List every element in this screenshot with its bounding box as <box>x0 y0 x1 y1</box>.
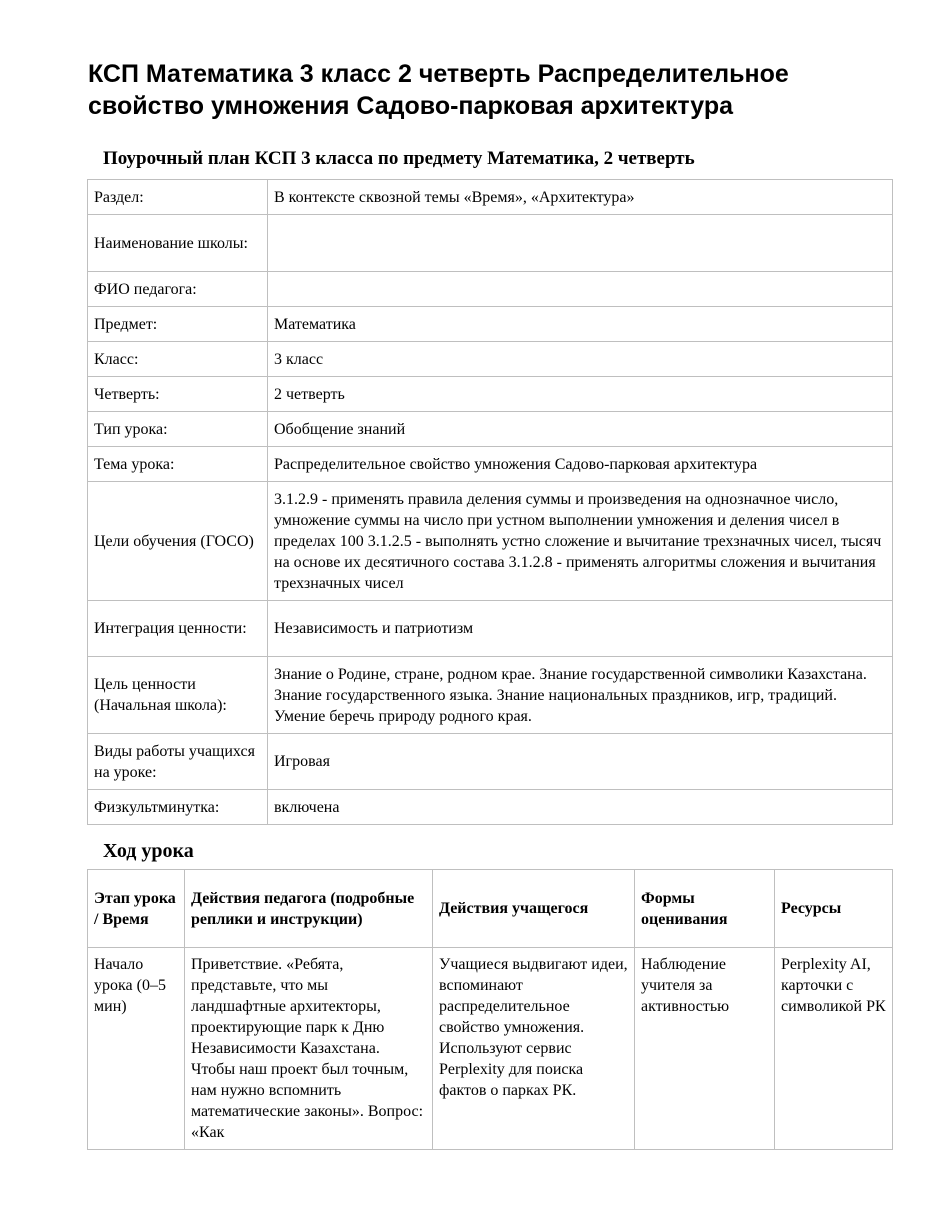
table-row <box>88 790 893 825</box>
column-header: Этап урока / Время <box>88 870 185 948</box>
stage-cell: Начало урока (0–5 мин) <box>88 948 185 1150</box>
table-row <box>88 180 893 215</box>
lesson-info-table <box>87 179 893 825</box>
row-value: Знание о Родине, стране, родном крае. Знание государственной символики Казахстана. Знание государственного языка. Знание национальных праздников, игр, традиций. Умение беречь природу родного края. <box>268 657 893 734</box>
table-row <box>88 734 893 790</box>
teacher-actions-cell: Приветствие. «Ребята, представьте, что мы ландшафтные архитекторы, проектирующие парк к Дню Независимости Казахстана. Чтобы наш проект был точным, нам нужно вспомнить математические законы». Вопрос: «Как <box>185 948 433 1150</box>
table-row <box>88 601 893 657</box>
table-row <box>88 377 893 412</box>
row-value: Игровая <box>268 734 893 790</box>
row-label: Наименование школы: <box>88 215 268 272</box>
column-header: Формы оценивания <box>635 870 775 948</box>
assessment-cell: Наблюдение учителя за активностью <box>635 948 775 1150</box>
table-row <box>88 342 893 377</box>
row-label: Четверть: <box>88 377 268 412</box>
row-label: Класс: <box>88 342 268 377</box>
row-label: Предмет: <box>88 307 268 342</box>
row-value: Независимость и патриотизм <box>268 601 893 657</box>
row-label: Интеграция ценности: <box>88 601 268 657</box>
row-label: Цели обучения (ГОСО) <box>88 482 268 601</box>
row-value <box>268 272 893 307</box>
table-row <box>88 215 893 272</box>
lesson-heading: Ход урока <box>103 840 194 862</box>
plan-subtitle: Поурочный план КСП 3 класса по предмету Математика, 2 четверть <box>103 148 695 169</box>
table-row <box>88 657 893 734</box>
row-value: 3 класс <box>268 342 893 377</box>
row-label: Цель ценности (Начальная школа): <box>88 657 268 734</box>
row-label: Виды работы учащихся на уроке: <box>88 734 268 790</box>
row-value: Математика <box>268 307 893 342</box>
column-header: Ресурсы <box>775 870 893 948</box>
row-label: Раздел: <box>88 180 268 215</box>
row-value: 3.1.2.9 - применять правила деления суммы и произведения на однозначное число, умножение суммы на число при устном выполнении умножения и деления чисел в пределах 100 3.1.2.5 - выполнять устно сложение и вычитание трехзначных чисел, тысяч на основе их десятичного состава 3.1.2.8 - применять алгоритмы сложения и вычитания трехзначных чисел <box>268 482 893 601</box>
row-value: Обобщение знаний <box>268 412 893 447</box>
row-value: включена <box>268 790 893 825</box>
row-label: Тип урока: <box>88 412 268 447</box>
lesson-flow-table <box>87 869 893 1150</box>
row-value: Распределительное свойство умножения Садово-парковая архитектура <box>268 447 893 482</box>
document-title: КСП Математика 3 класс 2 четверть Распределительное свойство умножения Садово-парковая архитектура <box>88 60 789 120</box>
row-label: ФИО педагога: <box>88 272 268 307</box>
student-actions-cell: Учащиеся выдвигают идеи, вспоминают распределительное свойство умножения. Используют сервис Perplexity для поиска фактов о парках РК. <box>433 948 635 1150</box>
row-label: Физкультминутка: <box>88 790 268 825</box>
table-row <box>88 482 893 601</box>
table-row <box>88 412 893 447</box>
resources-cell: Perplexity AI, карточки с символикой РК <box>775 948 893 1150</box>
column-header: Действия педагога (подробные реплики и инструкции) <box>185 870 433 948</box>
table-header-row <box>88 870 893 948</box>
row-label: Тема урока: <box>88 447 268 482</box>
column-header: Действия учащегося <box>433 870 635 948</box>
row-value <box>268 215 893 272</box>
row-value: 2 четверть <box>268 377 893 412</box>
table-row <box>88 447 893 482</box>
table-row <box>88 272 893 307</box>
row-value: В контексте сквозной темы «Время», «Архитектура» <box>268 180 893 215</box>
table-row <box>88 948 893 1150</box>
table-row <box>88 307 893 342</box>
